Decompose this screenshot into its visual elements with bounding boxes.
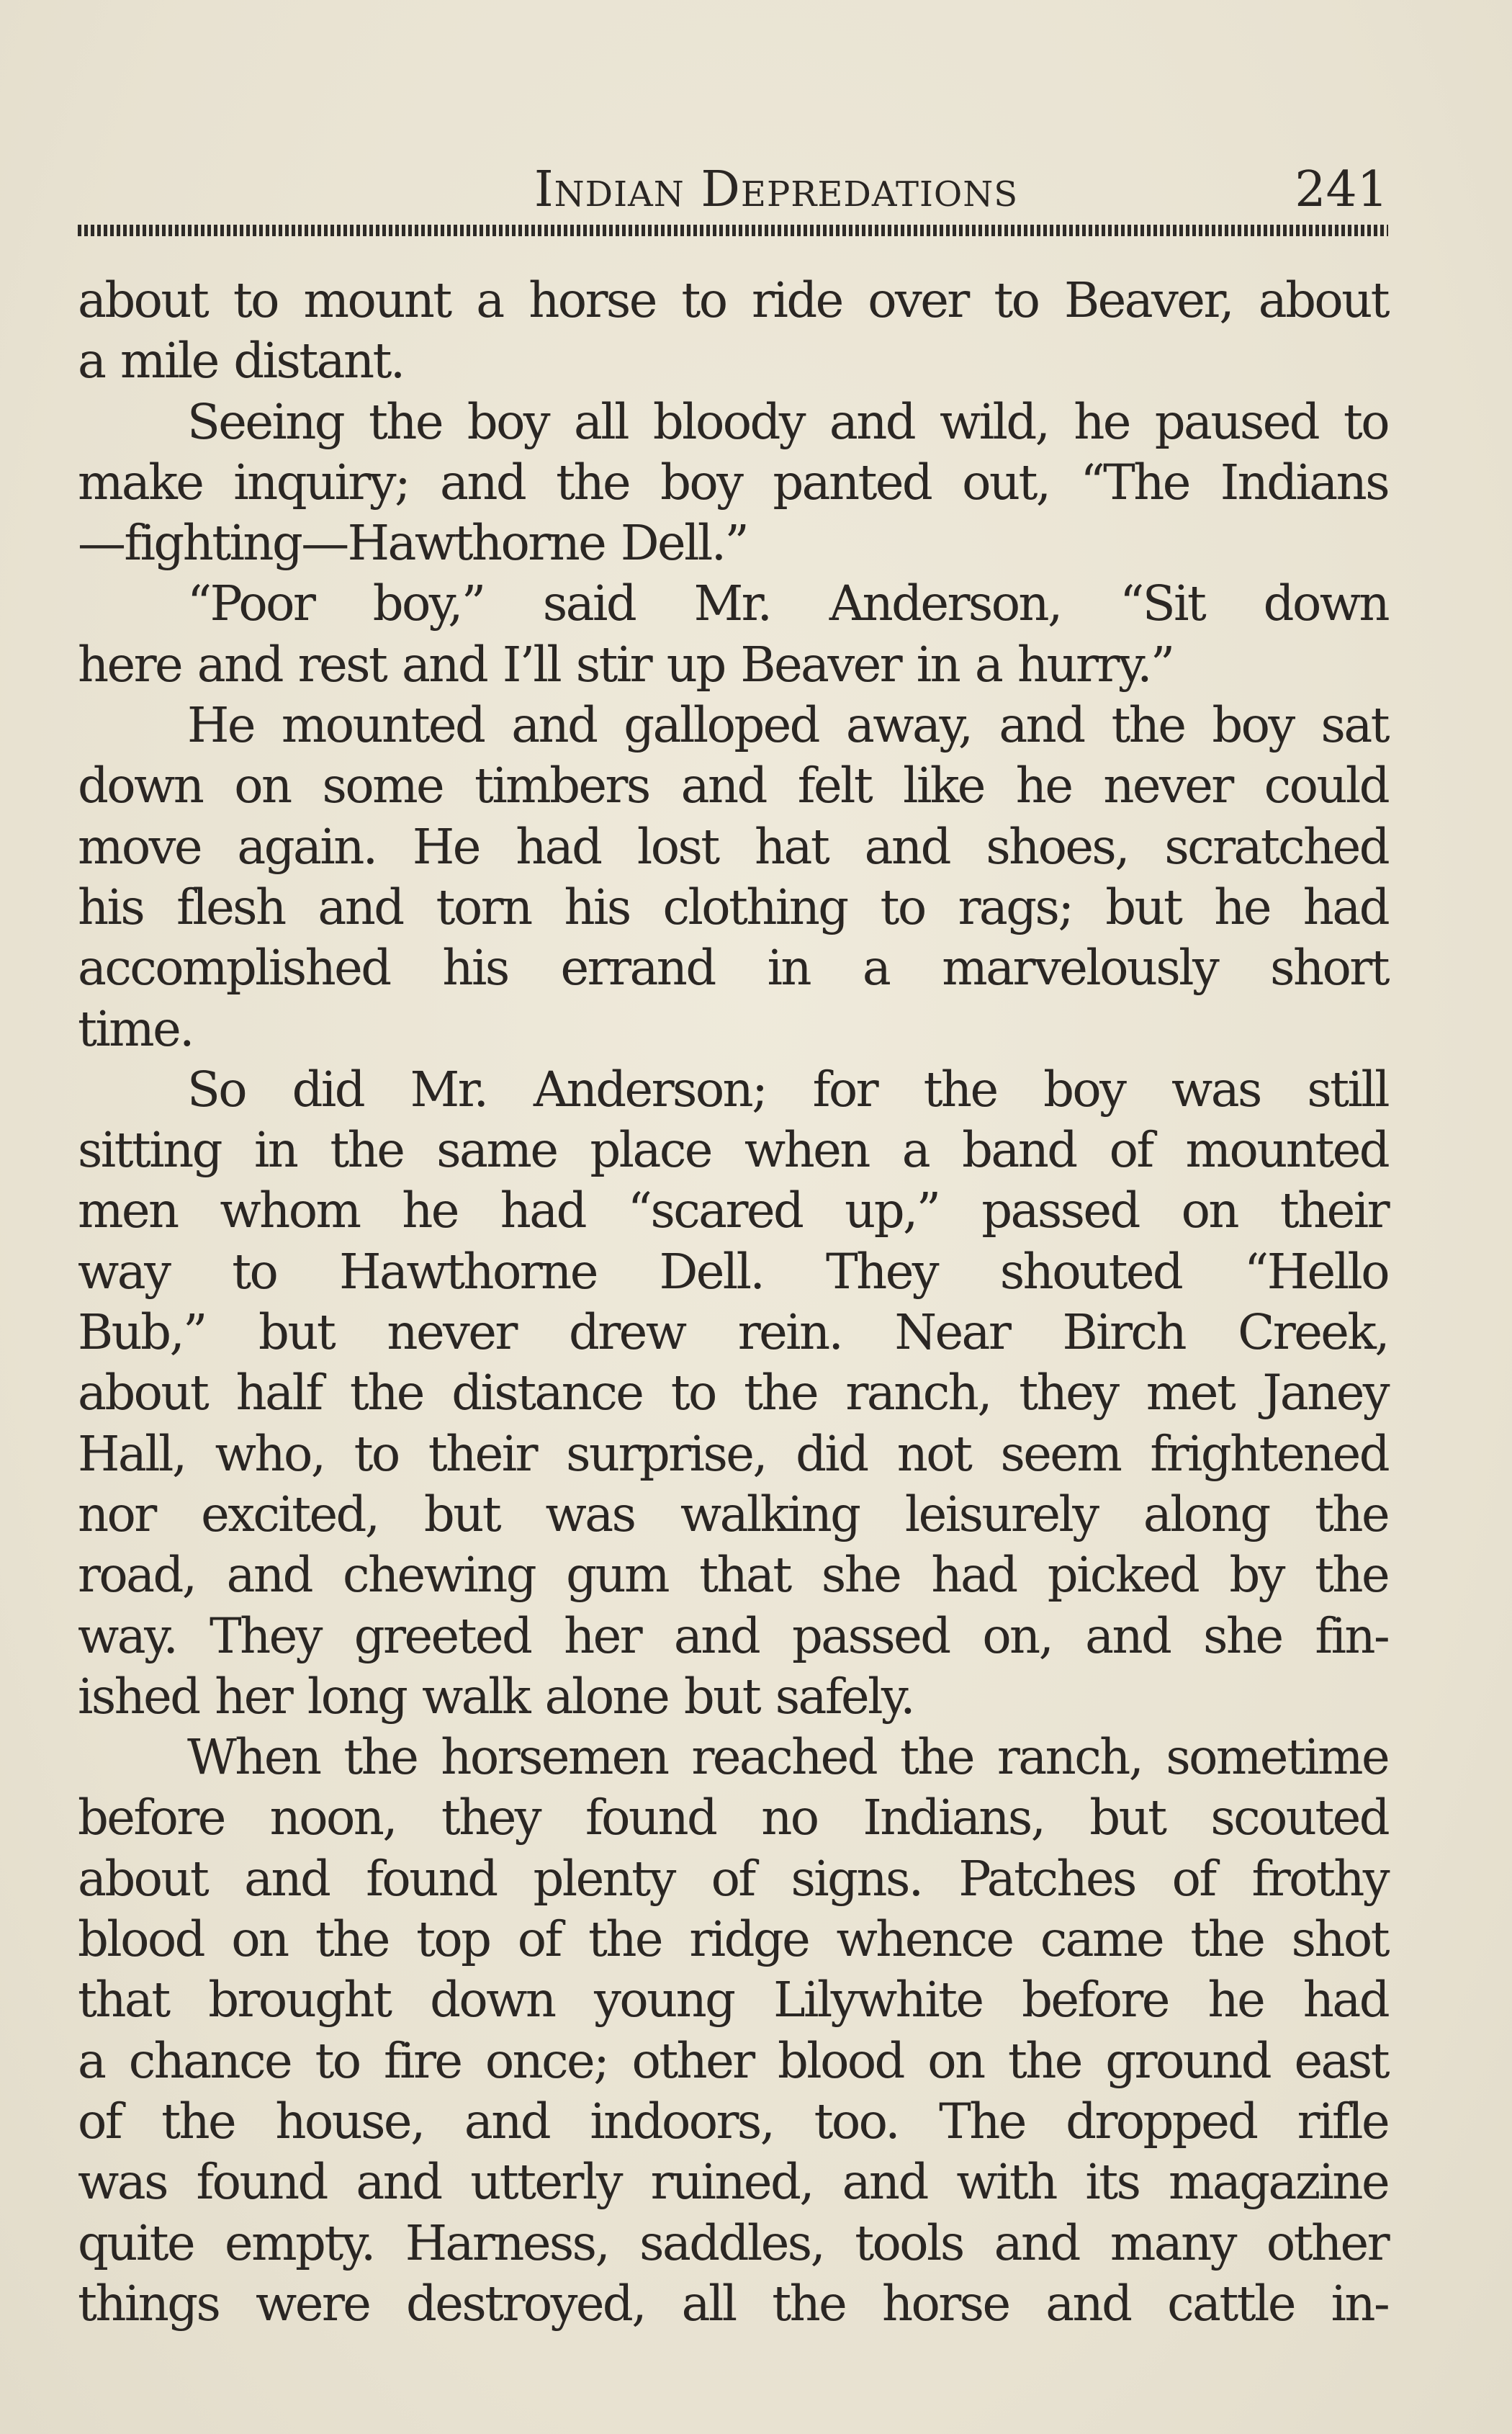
text-line: nor excited, but was walking leisurely along the — [78, 1486, 1388, 1542]
text-line: Seeing the boy all bloody and wild, he paused to — [187, 393, 1388, 450]
text-line: before noon, they found no Indians, but scouted — [78, 1789, 1388, 1846]
header-rule — [78, 225, 1388, 236]
text-line: way to Hawthorne Dell. They shouted “Hello — [78, 1243, 1388, 1300]
text-line: “Poor boy,” said Mr. Anderson, “Sit down — [187, 575, 1388, 632]
text-line: road, and chewing gum that she had picked by the — [78, 1547, 1388, 1604]
text-line: a chance to fire once; other blood on the ground east — [78, 2032, 1388, 2089]
running-head — [78, 157, 1388, 218]
text-line: ished her long walk alone but safely. — [78, 1668, 914, 1725]
text-line: down on some timbers and felt like he never could — [78, 758, 1388, 814]
text-line: —fighting—Hawthorne Dell.” — [78, 515, 748, 572]
running-title: Indian Depredations — [534, 161, 1019, 218]
text-line: about and found plenty of signs. Patches of frothy — [78, 1850, 1388, 1907]
text-line: Hall, who, to their surprise, did not seem frightened — [78, 1425, 1388, 1482]
text-line: accomplished his errand in a marvelously short — [78, 940, 1388, 997]
text-line: his flesh and torn his clothing to rags; but he had — [78, 879, 1388, 935]
text-line: was found and utterly ruined, and with its magazine — [78, 2154, 1388, 2211]
text-line: sitting in the same place when a band of mounted — [78, 1122, 1388, 1179]
text-line: way. They greeted her and passed on, and she fin- — [78, 1607, 1388, 1664]
text-line: things were destroyed, all the horse and cattle in- — [78, 2275, 1388, 2332]
text-line: move again. He had lost hat and shoes, scratched — [78, 818, 1388, 875]
text-line: When the horsemen reached the ranch, sometime — [187, 1729, 1388, 1786]
text-line: time. — [78, 1000, 193, 1057]
text-line: make inquiry; and the boy panted out, “The Indians — [78, 454, 1388, 511]
body-text — [78, 270, 1388, 2334]
text-line: quite empty. Harness, saddles, tools and many other — [78, 2214, 1388, 2271]
text-line: that brought down young Lilywhite before he had — [78, 1972, 1388, 2029]
text-line: a mile distant. — [78, 333, 404, 390]
text-line: So did Mr. Anderson; for the boy was still — [187, 1061, 1388, 1118]
text-line: here and rest and I’ll stir up Beaver in a hurry.” — [78, 636, 1174, 693]
text-line: about half the distance to the ranch, they met Janey — [78, 1365, 1388, 1422]
text-line: about to mount a horse to ride over to Beaver, about — [78, 272, 1388, 328]
text-line: blood on the top of the ridge whence came the shot — [78, 1911, 1388, 1968]
text-line: men whom he had “scared up,” passed on their — [78, 1182, 1388, 1239]
page-number: 241 — [1295, 161, 1388, 218]
text-line: He mounted and galloped away, and the boy sat — [187, 697, 1388, 754]
text-line: of the house, and indoors, too. The dropped rifle — [78, 2093, 1388, 2150]
text-line: Bub,” but never drew rein. Near Birch Creek, — [78, 1304, 1388, 1361]
